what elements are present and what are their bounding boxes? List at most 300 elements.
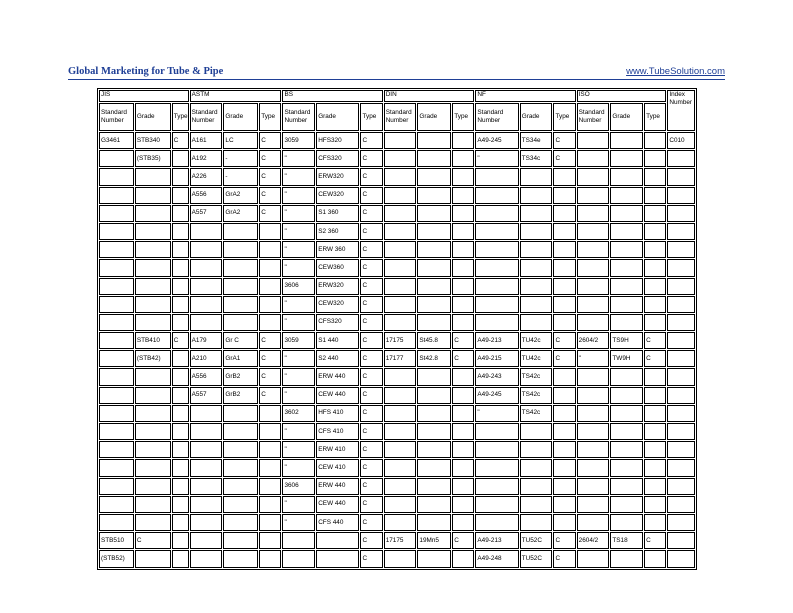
table-cell: C <box>360 168 382 185</box>
table-cell: C <box>259 205 281 222</box>
table-cell: 3059 <box>282 332 315 349</box>
table-cell: " <box>282 496 315 513</box>
column-header: Type <box>644 103 666 131</box>
table-cell: C <box>259 350 281 367</box>
table-cell <box>223 550 258 567</box>
index-number-header: Index Number <box>667 90 695 131</box>
table-cell: C <box>553 550 575 567</box>
table-cell: C <box>553 332 575 349</box>
table-cell <box>577 296 610 313</box>
table-cell: C <box>259 150 281 167</box>
table-cell <box>99 496 134 513</box>
table-cell <box>384 205 417 222</box>
table-cell: C <box>360 550 382 567</box>
column-header: Grade <box>316 103 359 131</box>
table-cell: A557 <box>190 205 223 222</box>
table-cell: C <box>644 332 666 349</box>
table-cell <box>417 259 451 276</box>
table-cell <box>259 550 281 567</box>
table-cell: C <box>644 350 666 367</box>
table-cell <box>417 423 451 440</box>
table-row <box>99 150 695 167</box>
table-cell <box>520 278 553 295</box>
table-cell: (STB35) <box>135 150 171 167</box>
table-cell <box>644 550 666 567</box>
table-cell <box>223 278 258 295</box>
table-cell <box>553 187 575 204</box>
table-cell <box>223 241 258 258</box>
table-cell: " <box>282 187 315 204</box>
table-cell <box>384 459 417 476</box>
table-cell <box>384 223 417 240</box>
table-cell <box>520 478 553 495</box>
table-cell <box>553 423 575 440</box>
table-cell: " <box>475 150 518 167</box>
table-cell <box>417 314 451 331</box>
table-cell: C <box>360 314 382 331</box>
table-cell <box>475 223 518 240</box>
table-cell <box>384 441 417 458</box>
table-cell <box>223 296 258 313</box>
table-cell: C <box>360 405 382 422</box>
table-cell <box>172 405 189 422</box>
table-cell <box>417 478 451 495</box>
table-cell <box>644 168 666 185</box>
table-row <box>99 478 695 495</box>
table-cell: C <box>452 332 474 349</box>
table-cell <box>475 241 518 258</box>
subheader-row <box>99 103 695 131</box>
table-cell <box>577 459 610 476</box>
table-cell <box>99 350 134 367</box>
table-cell <box>384 514 417 531</box>
table-cell: " <box>282 314 315 331</box>
table-cell: C <box>553 532 575 549</box>
table-cell <box>384 550 417 567</box>
table-cell: " <box>282 241 315 258</box>
table-cell <box>577 259 610 276</box>
table-row <box>99 332 695 349</box>
table-cell: C <box>259 387 281 404</box>
table-cell <box>644 459 666 476</box>
table-cell <box>577 387 610 404</box>
table-cell <box>577 205 610 222</box>
table-cell: C <box>553 132 575 149</box>
table-cell <box>259 496 281 513</box>
table-cell: S1 360 <box>316 205 359 222</box>
table-cell <box>190 296 223 313</box>
table-cell <box>99 387 134 404</box>
table-cell: C <box>360 223 382 240</box>
table-cell <box>172 368 189 385</box>
table-cell <box>452 459 474 476</box>
table-cell <box>667 187 695 204</box>
table-cell: C <box>360 332 382 349</box>
table-cell: " <box>282 423 315 440</box>
table-row <box>99 423 695 440</box>
table-cell: TS18 <box>610 532 643 549</box>
table-cell: C <box>360 259 382 276</box>
table-cell <box>223 478 258 495</box>
table-cell <box>452 423 474 440</box>
table-cell <box>610 132 643 149</box>
table-cell <box>610 496 643 513</box>
table-cell <box>553 405 575 422</box>
table-cell: TU42c <box>520 332 553 349</box>
table-cell <box>520 296 553 313</box>
table-cell: St45.8 <box>417 332 451 349</box>
table-cell <box>135 478 171 495</box>
table-cell <box>667 550 695 567</box>
table-cell <box>520 514 553 531</box>
table-cell: " <box>282 387 315 404</box>
table-cell <box>667 168 695 185</box>
table-cell <box>577 132 610 149</box>
table-cell <box>644 441 666 458</box>
table-cell <box>417 168 451 185</box>
table-cell <box>553 441 575 458</box>
table-row <box>99 223 695 240</box>
table-cell: CEW320 <box>316 296 359 313</box>
table-cell: GrA1 <box>223 350 258 367</box>
column-header: Grade <box>223 103 258 131</box>
table-cell: " <box>282 459 315 476</box>
group-header-bs: BS <box>282 90 382 102</box>
table-cell: C <box>360 496 382 513</box>
table-cell <box>259 441 281 458</box>
table-cell <box>417 241 451 258</box>
table-cell <box>99 332 134 349</box>
table-cell <box>577 150 610 167</box>
table-cell <box>667 514 695 531</box>
table-cell <box>384 241 417 258</box>
table-cell: CFS 410 <box>316 423 359 440</box>
table-cell <box>667 150 695 167</box>
column-header: Standard Number <box>577 103 610 131</box>
table-cell <box>99 478 134 495</box>
table-cell: TU52C <box>520 550 553 567</box>
table-cell <box>644 132 666 149</box>
table-cell: " <box>282 259 315 276</box>
table-cell <box>452 496 474 513</box>
table-cell <box>135 368 171 385</box>
table-cell <box>610 259 643 276</box>
table-cell: A49-213 <box>475 532 518 549</box>
table-cell: (STB52) <box>99 550 134 567</box>
table-cell <box>135 405 171 422</box>
table-cell: GrA2 <box>223 205 258 222</box>
table-cell: A161 <box>190 132 223 149</box>
table-cell <box>417 132 451 149</box>
table-cell: C <box>553 350 575 367</box>
table-cell <box>452 387 474 404</box>
table-cell: " <box>282 223 315 240</box>
table-cell <box>417 459 451 476</box>
table-cell <box>610 368 643 385</box>
table-cell <box>452 278 474 295</box>
table-cell <box>99 441 134 458</box>
table-cell <box>384 259 417 276</box>
standards-table <box>97 88 697 570</box>
table-cell: A556 <box>190 368 223 385</box>
table-cell <box>553 241 575 258</box>
table-cell <box>417 296 451 313</box>
table-cell <box>667 350 695 367</box>
table-cell <box>475 441 518 458</box>
table-cell <box>610 478 643 495</box>
table-cell: 2604/2 <box>577 532 610 549</box>
table-cell <box>553 496 575 513</box>
table-cell <box>644 187 666 204</box>
table-cell <box>172 387 189 404</box>
table-cell <box>644 405 666 422</box>
group-header-jis: JIS <box>99 90 189 102</box>
table-cell: HFS320 <box>316 132 359 149</box>
table-cell <box>172 278 189 295</box>
table-cell: C <box>259 187 281 204</box>
table-cell <box>667 405 695 422</box>
table-cell: 17177 <box>384 350 417 367</box>
table-cell <box>259 532 281 549</box>
table-cell: STB340 <box>135 132 171 149</box>
table-cell <box>553 387 575 404</box>
table-cell <box>259 514 281 531</box>
table-cell <box>172 150 189 167</box>
table-cell <box>282 532 315 549</box>
table-cell: 17175 <box>384 532 417 549</box>
table-cell <box>667 241 695 258</box>
column-header: Type <box>172 103 189 131</box>
table-cell <box>190 278 223 295</box>
table-cell: A49-245 <box>475 132 518 149</box>
table-cell <box>475 259 518 276</box>
header-divider <box>68 79 725 80</box>
table-cell <box>172 296 189 313</box>
table-cell <box>190 423 223 440</box>
table-cell <box>172 496 189 513</box>
table-cell <box>190 478 223 495</box>
table-cell <box>610 150 643 167</box>
table-cell: C <box>360 387 382 404</box>
table-cell <box>223 405 258 422</box>
table-cell: TU52C <box>520 532 553 549</box>
table-cell <box>610 441 643 458</box>
group-header-row <box>99 90 695 102</box>
table-cell <box>452 150 474 167</box>
table-cell <box>452 478 474 495</box>
table-cell: " <box>282 350 315 367</box>
table-cell: C <box>259 132 281 149</box>
table-cell: C <box>259 168 281 185</box>
table-cell: STB510 <box>99 532 134 549</box>
table-cell <box>99 168 134 185</box>
table-cell <box>259 314 281 331</box>
table-cell <box>223 423 258 440</box>
table-cell: C <box>259 332 281 349</box>
table-cell <box>644 150 666 167</box>
table-cell: C <box>360 150 382 167</box>
table-cell <box>99 514 134 531</box>
table-cell <box>99 259 134 276</box>
table-cell <box>135 187 171 204</box>
table-row <box>99 387 695 404</box>
table-cell <box>223 314 258 331</box>
table-cell <box>384 150 417 167</box>
table-cell: (STB42) <box>135 350 171 367</box>
table-cell: C <box>259 368 281 385</box>
group-header-din: DIN <box>384 90 475 102</box>
table-cell <box>190 441 223 458</box>
table-cell <box>577 223 610 240</box>
table-cell <box>172 241 189 258</box>
table-cell: C <box>360 478 382 495</box>
table-cell <box>190 459 223 476</box>
table-cell: 17175 <box>384 332 417 349</box>
table-cell <box>99 205 134 222</box>
table-row <box>99 241 695 258</box>
table-cell <box>610 296 643 313</box>
table-cell <box>610 423 643 440</box>
column-header: Type <box>360 103 382 131</box>
table-cell <box>452 205 474 222</box>
table-cell <box>384 168 417 185</box>
table-cell <box>520 314 553 331</box>
table-cell <box>99 223 134 240</box>
table-cell <box>610 187 643 204</box>
table-cell <box>172 459 189 476</box>
column-header: Grade <box>520 103 553 131</box>
column-header: Standard Number <box>190 103 223 131</box>
table-cell <box>223 259 258 276</box>
table-cell <box>667 478 695 495</box>
table-cell <box>452 296 474 313</box>
table-cell <box>475 514 518 531</box>
column-header: Standard Number <box>99 103 134 131</box>
table-cell <box>417 223 451 240</box>
table-cell <box>172 532 189 549</box>
website-link[interactable]: www.TubeSolution.com <box>626 66 725 77</box>
table-row <box>99 441 695 458</box>
table-cell: C <box>360 441 382 458</box>
table-cell <box>190 405 223 422</box>
table-cell <box>520 241 553 258</box>
table-row <box>99 550 695 567</box>
table-cell: C <box>452 532 474 549</box>
table-cell <box>667 368 695 385</box>
table-cell: TS42c <box>520 405 553 422</box>
table-cell <box>384 423 417 440</box>
table-header <box>99 90 695 131</box>
table-cell <box>475 423 518 440</box>
table-cell <box>135 423 171 440</box>
table-cell: TU42c <box>520 350 553 367</box>
table-row <box>99 259 695 276</box>
table-cell <box>135 223 171 240</box>
table-cell <box>644 241 666 258</box>
table-cell <box>452 314 474 331</box>
group-header-nf: NF <box>475 90 575 102</box>
table-cell: TS34e <box>520 132 553 149</box>
table-cell <box>417 187 451 204</box>
column-header: Standard Number <box>475 103 518 131</box>
table-cell: C010 <box>667 132 695 149</box>
table-cell <box>520 459 553 476</box>
table-cell <box>172 314 189 331</box>
table-cell <box>223 496 258 513</box>
table-cell <box>452 514 474 531</box>
table-cell <box>610 278 643 295</box>
table-cell: TS34c <box>520 150 553 167</box>
table-cell <box>259 296 281 313</box>
table-cell <box>577 478 610 495</box>
table-cell <box>135 241 171 258</box>
table-cell: ERW320 <box>316 278 359 295</box>
table-cell <box>577 441 610 458</box>
table-cell <box>452 168 474 185</box>
table-cell: C <box>172 132 189 149</box>
table-cell: TW9H <box>610 350 643 367</box>
table-row <box>99 187 695 204</box>
table-cell <box>577 550 610 567</box>
table-cell: GrA2 <box>223 187 258 204</box>
table-cell: " <box>282 514 315 531</box>
table-cell <box>475 168 518 185</box>
table-cell <box>99 423 134 440</box>
table-cell <box>135 259 171 276</box>
table-cell <box>520 441 553 458</box>
table-cell <box>667 459 695 476</box>
table-cell: - <box>223 168 258 185</box>
table-cell <box>223 459 258 476</box>
table-cell <box>417 150 451 167</box>
table-cell: C <box>644 532 666 549</box>
table-cell: C <box>360 423 382 440</box>
table-cell <box>135 514 171 531</box>
table-cell <box>282 550 315 567</box>
table-row <box>99 514 695 531</box>
table-cell <box>667 496 695 513</box>
table-cell: CEW 410 <box>316 459 359 476</box>
table-cell <box>553 259 575 276</box>
table-row <box>99 314 695 331</box>
table-cell: C <box>360 205 382 222</box>
table-cell <box>610 550 643 567</box>
table-cell: C <box>360 459 382 476</box>
table-cell: A49-213 <box>475 332 518 349</box>
table-cell <box>610 314 643 331</box>
table-cell <box>172 478 189 495</box>
table-cell <box>417 441 451 458</box>
table-cell <box>610 459 643 476</box>
table-cell: ERW 440 <box>316 368 359 385</box>
table-cell: ERW 440 <box>316 478 359 495</box>
table-cell <box>190 314 223 331</box>
table-cell <box>577 514 610 531</box>
table-cell <box>667 441 695 458</box>
table-cell <box>475 478 518 495</box>
table-cell <box>610 223 643 240</box>
table-cell <box>172 223 189 240</box>
table-cell: C <box>360 514 382 531</box>
table-cell <box>553 223 575 240</box>
table-cell <box>452 368 474 385</box>
table-cell: A49-245 <box>475 387 518 404</box>
table-cell <box>259 241 281 258</box>
table-cell <box>644 423 666 440</box>
table-cell <box>475 205 518 222</box>
table-cell <box>520 259 553 276</box>
table-cell: A192 <box>190 150 223 167</box>
